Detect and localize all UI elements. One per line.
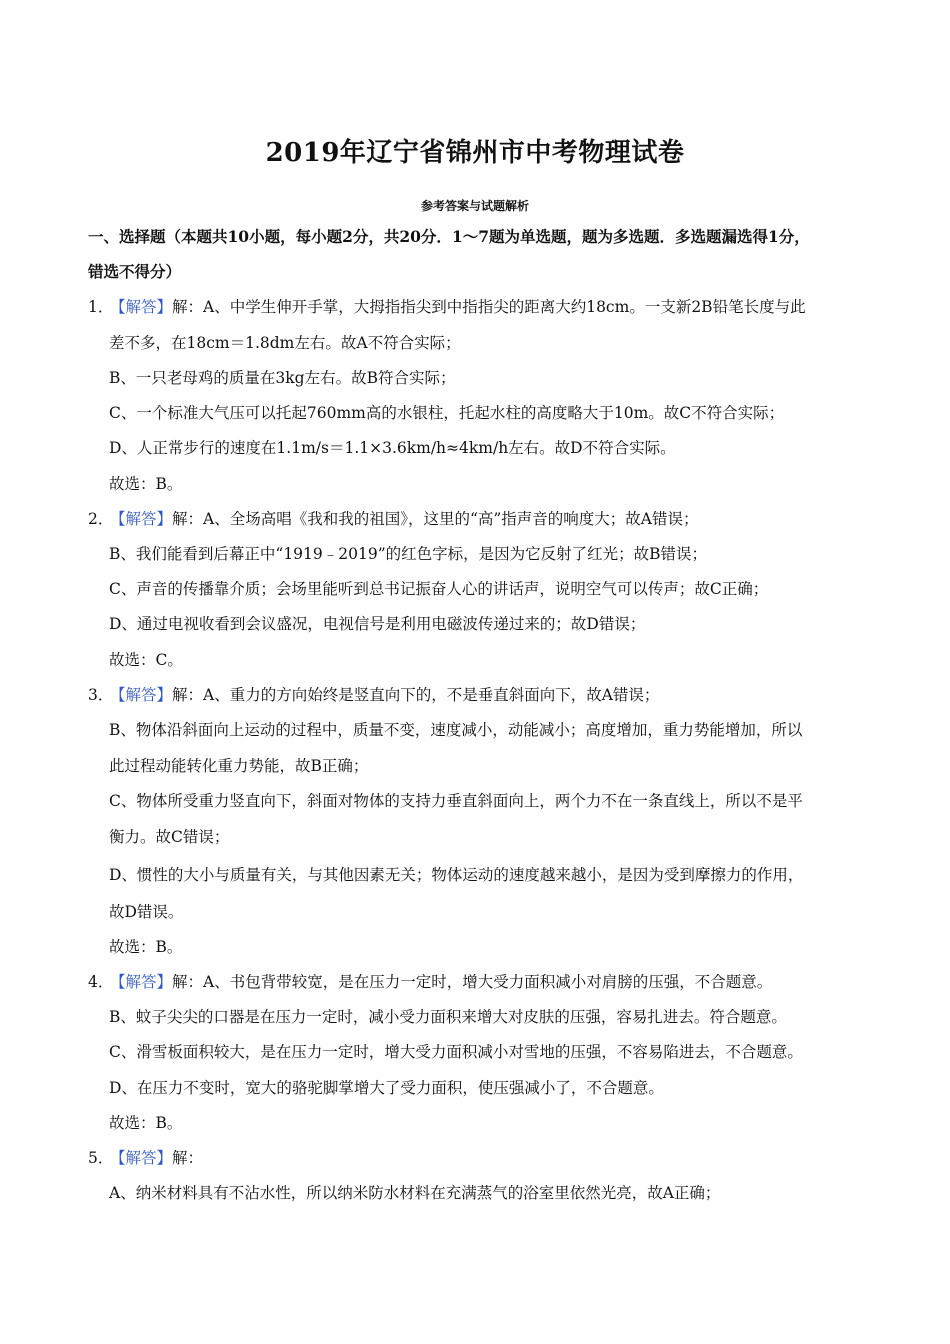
answer-tag: 【解答】 [110,1149,173,1167]
question-1-line: B、一只老母鸡的质量在3kg左右。故B符合实际； [109,369,456,387]
question-1-line: C、一个标准大气压可以托起760mm高的水银柱，托起水柱的高度略大于10m。故C不符合实际； [109,404,785,422]
question-5-line: A、纳米材料具有不沾水性，所以纳米防水材料在充满蒸气的浴室里依然光亮，故A正确； [109,1184,721,1202]
question-1-line: D、人正常步行的速度在1.1m/s＝1.1×3.6km/h≈4km/h左右。故D不符合实际。 [109,439,676,457]
question-5-first-line [88,1148,203,1168]
question-number: 2． [88,510,114,528]
answer-tag: 【解答】 [110,298,173,316]
question-3-line: 衡力。故C错误； [109,828,230,846]
question-4-line: D、在压力不变时，宽大的骆驼脚掌增大了受力面积，使压强减小了，不合题意。 [109,1079,664,1097]
question-3-line: 故D错误。 [109,903,184,921]
question-2-line: B、我们能看到后幕正中“1919﹣2019”的红色字标，是因为它反射了红光；故B错误； [109,545,708,563]
question-text: 解： [172,1149,204,1167]
page-title: 2019年辽宁省锦州市中考物理试卷 [265,138,685,168]
question-3-first-line [88,685,659,705]
question-4-line: C、滑雪板面积较大，是在压力一定时，增大受力面积减小对雪地的压强，不容易陷进去，不合题意。 [109,1043,803,1061]
question-3-line: 此过程动能转化重力势能，故B正确； [109,757,369,775]
question-1-first-line [88,297,806,317]
section-heading-line1: 一、选择题（本题共10小题，每小题2分，共20分．1～7题为单选题，题为多选题．多选题漏选得1分， [88,227,810,246]
question-3-line: B、物体沿斜面向上运动的过程中，质量不变，速度减小，动能减小；高度增加，重力势能增加，所以 [109,721,803,739]
question-number: 5． [88,1149,114,1167]
question-text: 解：A、中学生伸开手掌，大拇指指尖到中指指尖的距离大约18cm。一支新2B铅笔长度与此 [172,298,806,316]
answer-tag: 【解答】 [110,510,173,528]
answer-tag: 【解答】 [110,973,173,991]
question-number: 3． [88,686,114,704]
question-4-answer: 故选：B。 [109,1114,183,1132]
section-heading-line2: 错选不得分） [88,262,182,281]
question-1-line: 差不多，在18cm＝1.8dm左右。故A不符合实际； [109,334,461,352]
question-3-line: C、物体所受重力竖直向下，斜面对物体的支持力垂直斜面向上，两个力不在一条直线上，所以不是平 [109,792,803,810]
question-number: 1． [88,298,114,316]
question-text: 解：A、重力的方向始终是竖直向下的，不是垂直斜面向下，故A错误； [172,686,660,704]
question-number: 4． [88,973,114,991]
answer-tag: 【解答】 [110,686,173,704]
question-1-answer: 故选：B。 [109,475,183,493]
question-text: 解：A、全场高唱《我和我的祖国》，这里的“高”指声音的响度大；故A错误； [172,510,699,528]
question-2-line: C、声音的传播靠介质；会场里能听到总书记振奋人心的讲话声，说明空气可以传声；故C正确； [109,580,769,598]
question-2-answer: 故选：C。 [109,651,183,669]
question-3-answer: 故选：B。 [109,938,183,956]
question-4-first-line [88,972,772,992]
question-2-line: D、通过电视收看到会议盛况，电视信号是利用电磁波传递过来的；故D错误； [109,615,646,633]
question-text: 解：A、书包背带较宽，是在压力一定时，增大受力面积减小对肩膀的压强，不合题意。 [172,973,773,991]
question-4-line: B、蚊子尖尖的口器是在压力一定时，减小受力面积来增大对皮肤的压强，容易扎进去。符合题意。 [109,1008,787,1026]
question-2-first-line [88,509,699,529]
page-subtitle: 参考答案与试题解析 [420,199,529,213]
question-3-line: D、惯性的大小与质量有关，与其他因素无关；物体运动的速度越来越小，是因为受到摩擦力的作用， [109,866,804,884]
